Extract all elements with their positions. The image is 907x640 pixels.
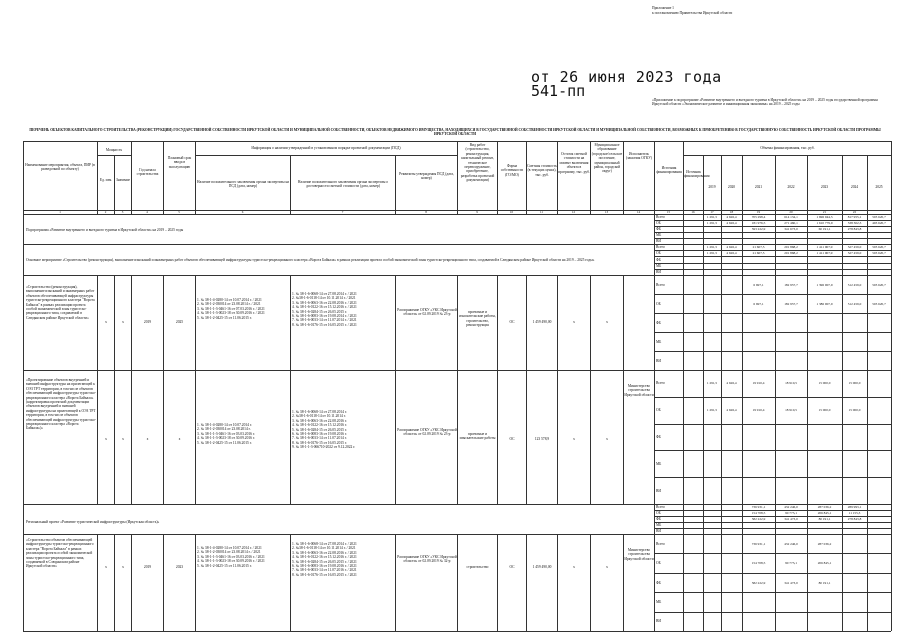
- column-number-13: 13: [604, 210, 609, 214]
- grid-vline: [290, 534, 291, 631]
- grid-hline: [654, 256, 891, 257]
- finance-value: 21 607,5: [752, 245, 765, 250]
- grid-hline: [654, 238, 891, 239]
- col-end-header: Плановый срок ввода в эксплуатацию: [167, 156, 192, 169]
- document-title: ПЕРЕЧЕНЬ ОБЪЕКТОВ КАПИТАЛЬНОГО СТРОИТЕЛЬСТВА (РЕКОНСТРУКЦИИ) ГОСУДАРСТВЕННОЙ СОБСТВЕННОСТИ ИРКУТСКОЙ ОБЛАСТИ И МУНИЦИПАЛЬНОЙ СОБСТВЕННОСТИ, ОБЪЕКТОВ НЕДВИЖИМОГО ИМУЩЕСТВА, НАХОДЯЩИХСЯ В ГОСУДАРСТВЕННОЙ СОБСТВЕННОСТИ ИРКУТСКОЙ ОБЛАСТИ И МУНИЦИПАЛЬНОЙ СОБСТВЕННОСТИ, ВОЗМОЖНЫХ К ПРИОБРЕТЕНИЮ В ГОСУДАРСТВЕННУЮ СОБСТВЕННОСТЬ ИРКУТСКОЙ ОБЛАСТИ ПРОГРАММЫ ИРКУТСКОЙ ОБЛАСТИ: [29, 128, 881, 137]
- row1-form: ОС: [509, 320, 515, 324]
- grid-vline: [654, 504, 655, 534]
- grid-hline: [654, 397, 891, 398]
- grid-vline: [721, 534, 722, 631]
- grid-vline: [721, 504, 722, 534]
- row2-approval: Распоряжение ОГКУ «УКС Иркутской области» от 02.09.2019 № 23-р: [397, 428, 457, 437]
- finance-value: 15 000,0: [848, 381, 861, 386]
- finance-value: 538 302,3: [847, 221, 862, 225]
- grid-hline: [654, 573, 891, 574]
- finance-value: 278 843,8: [847, 227, 862, 231]
- year-header-2019: 2019: [708, 185, 716, 189]
- finance-value: 503 620,7: [872, 282, 886, 287]
- col-work-header: Вид работ (строительство, реконструкция, капитальный ремонт, техническое перевооружение, приобретение, разработка проектной документации): [460, 143, 495, 183]
- grid-vline: [114, 275, 115, 370]
- source-label: ВИ: [656, 358, 661, 363]
- grid-hline: [654, 263, 891, 264]
- source-label: ОБ: [656, 561, 661, 566]
- row3-value: х: [122, 565, 124, 569]
- finance-value: 1 291,5: [706, 245, 718, 250]
- grid-hline: [654, 313, 891, 314]
- grid-vline: [703, 504, 704, 534]
- finance-value: 206 845,1: [817, 511, 832, 515]
- finance-value: 21 607,5: [752, 251, 765, 256]
- source-label: ВИ: [656, 269, 661, 274]
- row3-end: 2023: [175, 565, 184, 569]
- year-header-2022: 2022: [787, 185, 795, 189]
- grid-vline: [623, 534, 624, 631]
- finance-value: 736 931,1: [751, 505, 766, 509]
- source-label: Всего: [656, 381, 665, 386]
- finance-value: 18 910,5: [785, 381, 797, 386]
- grid-vline: [590, 534, 591, 631]
- grid-vline: [703, 534, 704, 631]
- finance-value: 4 626,4: [726, 381, 737, 386]
- column-number-12: 12: [571, 210, 576, 214]
- finance-value: 503 620,7: [872, 215, 886, 219]
- column-number-8: 8: [425, 210, 427, 214]
- grid-vline: [97, 370, 98, 504]
- finance-value: 432 246,0: [784, 541, 798, 546]
- finance-value: 432 246,0: [784, 505, 798, 509]
- finance-value: 271 460,1: [784, 221, 798, 225]
- column-number-14: 14: [636, 210, 641, 214]
- grid-vline: [395, 370, 396, 504]
- grid-vline: [683, 275, 684, 370]
- finance-value: 287 036,2: [817, 505, 832, 509]
- column-number-2: 2: [104, 210, 107, 214]
- finance-value: 4 626,4: [726, 408, 737, 413]
- grid-hline: [654, 477, 891, 478]
- source-label: ФБ: [656, 320, 661, 325]
- grid-hline: [654, 232, 891, 233]
- order-number: 541-пп: [531, 82, 586, 100]
- row1-name: «Строительство (реконструкция), выполнение изысканий и инженерных работ объектов обеспечивающей инфраструктуры туристско-рекреационного кластера "Ворота Байкала" в рамках реализации проекта особой экономической зоны туристско-рекреационного типа, создаваемой в Слюдянском районе Иркутской области»: [26, 285, 95, 320]
- finance-value: 341 473,0: [784, 517, 798, 521]
- grid-vline: [457, 534, 458, 631]
- grid-vline: [775, 275, 776, 370]
- grid-vline: [867, 275, 868, 370]
- row1-value: х: [122, 320, 124, 324]
- finance-value: 614 134,1: [784, 215, 798, 219]
- finance-value: 90 773,1: [785, 511, 797, 515]
- grid-vline: [590, 275, 591, 370]
- col-approval-header: Реквизиты утверждения ПСД (дата, номер): [399, 172, 454, 181]
- source-label: МБ: [656, 339, 662, 344]
- grid-vline: [457, 275, 458, 370]
- finance-value: 582 222,9: [751, 580, 766, 585]
- grid-vline: [497, 534, 498, 631]
- grid-vline: [842, 370, 843, 504]
- finance-value: 1 291,5: [706, 381, 718, 386]
- finance-value: 201 868,2: [784, 245, 798, 250]
- finance-value: 503 620,7: [872, 251, 886, 256]
- appendix-label: Приложение 1: [652, 6, 674, 10]
- row2-value: х: [122, 437, 124, 441]
- grid-vline: [721, 275, 722, 370]
- finance-value: 19 910,4: [752, 381, 765, 386]
- finance-value: 206 845,1: [817, 561, 832, 566]
- row2-start: х: [146, 437, 149, 441]
- finance-value: 1 411 907,9: [816, 251, 833, 256]
- finance-value: 1 291,5: [706, 408, 718, 413]
- grid-vline: [497, 370, 498, 504]
- grid-hline: [654, 294, 891, 295]
- col-exp1-header: Наличие положительного заключения органа экспертизы на ПСД (дата, номер): [197, 180, 289, 189]
- grid-vline: [654, 275, 655, 370]
- grid-vline: [290, 275, 291, 370]
- column-number-11: 11: [539, 210, 544, 214]
- column-number-10: 10: [509, 210, 514, 214]
- grid-vline: [683, 534, 684, 631]
- column-number-3: 3: [121, 210, 124, 214]
- grid-vline: [654, 534, 655, 631]
- grid-vline: [742, 275, 743, 370]
- finance-value: 80 191,1: [818, 517, 831, 521]
- col-capacity-header: Мощность: [105, 148, 123, 152]
- finance-value: 736 931,1: [751, 541, 766, 546]
- grid-vline: [867, 504, 868, 534]
- finance-value: 1 411 907,9: [816, 245, 833, 250]
- source-label: Всего: [656, 245, 665, 250]
- col-executor-header: Исполнитель (заказчик ОГКУ): [626, 152, 652, 161]
- row3-start: 2019: [143, 565, 152, 569]
- col-municipal-header: Муниципальное образование (городское/сельское поселение, муниципальный район, городской округ): [591, 143, 623, 174]
- source-label: ОБ: [656, 221, 661, 225]
- source-label: ОБ: [656, 251, 661, 256]
- finance-value: 4 626,4: [726, 245, 737, 250]
- finance-value: 80 191,1: [818, 580, 831, 585]
- grid-vline: [497, 275, 498, 370]
- column-number-18: 18: [729, 210, 734, 214]
- row1-approval: Распоряжение ОГКУ «УКС Иркутской области» от 02.09.2019 № 23-р: [397, 308, 457, 317]
- finance-value: 1 291,5: [706, 251, 718, 256]
- source-label: МБ: [656, 263, 662, 268]
- finance-value: 527 459,0: [847, 251, 862, 256]
- grid-vline: [163, 370, 164, 504]
- row3-form: ОС: [509, 565, 515, 569]
- row2-estimate-expertise: 1. № 38-1-6-0068-14 от 27.08.2014 г. 2. №38-1-6-0118-14 от 10.11.2014 г. 3. № 38-1-6-0063-16 от 22.08.2016 г. 4. № 38-1-6-0122-16 от 15.12.2016 г. 5. № 38-1-6-0284-15 от 26.05.2015 г. 6. № 38-1-6-0083-16 от 19.08.2016 г. 7. № 38-1-6-0033-14 от 11.07.2014 г. 8. № 38-1-6-0176-15 от 16.05.2015 г. 9. № 38-1-1-3-066710-2022 от 9.12.2022 г.: [292, 410, 356, 450]
- finance-value: 15 000,0: [818, 408, 831, 413]
- grid-vline: [557, 275, 558, 370]
- finance-value: 1 610 779,9: [816, 221, 833, 225]
- finance-value: 4 626,4: [726, 221, 737, 225]
- row2-expertise: 1. № 38-1-4-0280-14 от 10.07.2014 г. 2. № 38-1-2-030014 от 23.08.2014 г. 3. № 38-1-1-3-0461-16 от 03.03.2016 г. 4. № 38-1-1-3-0023-18 от 30.09.2016 г. 5. № 38-1-2-0425-15 от 11.06.2015 г.: [197, 423, 255, 445]
- finance-value: 201 868,2: [784, 251, 798, 256]
- column-number-7: 7: [341, 210, 344, 214]
- source-label: ВИ: [656, 488, 661, 493]
- col-value-header: Значение: [115, 178, 131, 182]
- grid-vline: [131, 275, 132, 370]
- grid-vline: [195, 370, 196, 504]
- finance-value: 705 298,4: [751, 215, 766, 219]
- grid-hline: [654, 612, 891, 613]
- finance-value: 4 626,4: [726, 251, 737, 256]
- grid-vline: [395, 275, 396, 370]
- source-label: ФБ: [656, 435, 661, 439]
- finance-value: 512 459,0: [847, 282, 862, 287]
- row1-end: 2025: [175, 320, 184, 324]
- grid-vline: [703, 370, 704, 504]
- grid-vline: [557, 370, 558, 504]
- year-header-2025: 2025: [875, 185, 883, 189]
- row3-remainder: х: [573, 565, 575, 569]
- finance-value: 527 459,0: [847, 245, 862, 250]
- grid-vline: [163, 275, 164, 370]
- finance-value: 182 957,7: [784, 301, 798, 306]
- order-date: от 26 июня 2023 года: [531, 68, 722, 86]
- col-unit-header: Ед. изм.: [99, 178, 113, 182]
- source-label: МБ: [656, 461, 662, 466]
- row3-approval: Распоряжение ОГКУ «УКС Иркутской области» от 02.09.2019 № 32-р: [397, 555, 457, 564]
- grid-hline: [654, 592, 891, 593]
- finance-value: 289 993,1: [847, 505, 862, 509]
- finance-value: 15 000,0: [848, 408, 861, 413]
- grid-vline: [683, 244, 684, 275]
- col-source-header: Источник финансирования: [656, 166, 682, 175]
- col-remainder-header: Остаток сметной стоимости на момент включения объекта в программу, тыс. руб.: [558, 152, 590, 174]
- grid-vline: [395, 534, 396, 631]
- year-header-2024: 2024: [850, 185, 859, 189]
- source-label: ОБ: [656, 408, 661, 413]
- grid-vline: [683, 504, 684, 534]
- finance-value: 19 910,4: [752, 408, 765, 413]
- col-finance-header: Объемы финансирования, тыс. руб.: [760, 146, 815, 150]
- finance-value: 817 955,1: [847, 215, 862, 219]
- row3-executor: Министерство строительства Иркутской области: [624, 548, 654, 561]
- year-header-2023: 2023: [820, 185, 829, 189]
- grid-hline: [654, 450, 891, 451]
- finance-value: 11 155,3: [848, 511, 861, 515]
- finance-value: 6 697,1: [753, 301, 764, 306]
- row3-expertise: 1. № 38-1-4-0280-14 от 10.07.2014 г. / 2021 2. № 38-1-2-030014 от 23.08.2014 г. / 2021 3. № 38-1-1-3-0461-16 от 03.03.2016 г. / 2021 4. № 38-1-1-3-0023-18 от 30.09.2016 г. / 2021 5. № 38-1-2-0425-15 от 11.06.2015 г.: [197, 546, 265, 568]
- grid-vline: [97, 534, 98, 631]
- finance-value: 493 620,7: [872, 221, 886, 225]
- grid-vline: [195, 275, 196, 370]
- row3-cost: 1 459 490,00: [532, 565, 552, 569]
- source-label: Всего: [656, 215, 665, 219]
- finance-value: 1 696 944,5: [816, 215, 833, 219]
- column-number-1: 1: [59, 210, 61, 214]
- column-number-15: 15: [666, 210, 671, 214]
- source-label: ОБ: [656, 301, 661, 306]
- grid-vline: [867, 370, 868, 504]
- grid-vline: [683, 214, 684, 244]
- source-label: Всего: [656, 282, 665, 287]
- row1-remainder: х: [573, 320, 575, 324]
- grid-vline: [807, 275, 808, 370]
- row2-municipal: х: [606, 437, 608, 441]
- row3-work: строительство: [466, 565, 489, 569]
- source-label: МБ: [656, 233, 662, 237]
- column-number-9: 9: [476, 210, 478, 214]
- grid-vline: [290, 370, 291, 504]
- column-number-16: 16: [691, 210, 695, 214]
- finance-value: 154 708,5: [751, 561, 766, 566]
- appendix-sub: к постановлению Правительства Иркутской области: [652, 11, 733, 15]
- event-title: Основное мероприятие «Строительство (реконструкция), выполнение изысканий и инженерных работ объектов обеспечивающей инфраструктуры туристско-рекреационного кластера «Ворота Байкала» в рамках реализации проекта особой экономической зоны туристско-рекреационного типа, создаваемой в Слюдянском районе Иркутской области на 2019 – 2025 годы»: [26, 258, 595, 262]
- source-label: ВИ: [656, 529, 661, 533]
- col-name-header: Наименование мероприятия, объекта, ПИР (в разведочной по объекту): [25, 163, 95, 172]
- finance-value: 582 222,9: [751, 517, 766, 521]
- finance-value: 287 036,2: [817, 541, 832, 546]
- finance-value: 503 620,7: [872, 245, 886, 250]
- grid-hline: [654, 269, 891, 270]
- finance-value: 1 386 907,9: [816, 301, 833, 306]
- grid-vline: [526, 534, 527, 631]
- source-col-header: Источник финансирования: [684, 170, 710, 179]
- grid-hline: [654, 522, 891, 523]
- finance-value: 593 222,9: [751, 227, 766, 231]
- column-number-22: 22: [852, 210, 857, 214]
- grid-vline: [457, 370, 458, 504]
- column-number-17: 17: [710, 210, 714, 214]
- column-number-4: 4: [146, 210, 148, 214]
- source-label: ВИ: [656, 619, 661, 624]
- row3-name: «Строительство объектов обеспечивающей инфраструктуры туристско-рекреационного кластера "Ворота Байкала" в рамках реализации проекта особой экономической зоны туристско-рекреационного типа, создаваемой в Слюдянском районе Иркутской области»: [26, 538, 94, 569]
- col-form-header: Форма собственности (ГО/МО): [500, 164, 524, 177]
- source-label: Всего: [656, 541, 665, 546]
- row3-municipal: х: [606, 565, 608, 569]
- grid-vline: [807, 370, 808, 504]
- row1-expertise: 1. № 38-1-4-0280-14 от 10.07.2014 г. / 2021 2. № 38-1-2-030014 от 23.08.2014 г. / 2021 3. № 38-1-1-3-0461-16 от 07.03.2016 г. / 2021 4. № 38-1-1-3-0023-18 от 30.09.2016 г. / 2021 5. № 38-1-2-0425-15 от 11.06.2015 г.: [197, 298, 265, 320]
- column-number-6: 6: [241, 210, 244, 214]
- grid-vline: [703, 275, 704, 370]
- finance-value: 503 620,7: [872, 301, 886, 306]
- row2-unit: х: [105, 437, 107, 441]
- finance-value: 6 697,1: [753, 282, 764, 287]
- grid-vline: [654, 214, 655, 244]
- column-number-5: 5: [178, 210, 180, 214]
- col-cost-header: Сметная стоимость (в текущих ценах), тыс. руб.: [527, 164, 557, 177]
- regional-project-title: Региональный проект «Развитие туристической инфраструктуры (Иркутская область)»: [26, 520, 160, 524]
- grid-vline: [867, 534, 868, 631]
- finance-value: 90 773,1: [785, 561, 797, 566]
- row1-municipal: х: [606, 320, 608, 324]
- finance-value: 341 473,0: [784, 580, 798, 585]
- finance-value: 181 976,5: [751, 221, 766, 225]
- row1-work: проектные и изыскательские работы, строительство, реконструкция: [459, 310, 496, 328]
- row3-unit: х: [105, 565, 107, 569]
- grid-vline: [557, 534, 558, 631]
- grid-vline: [131, 534, 132, 631]
- finance-value: 182 957,7: [784, 282, 798, 287]
- grid-vline: [683, 370, 684, 504]
- grid-hline: [654, 553, 891, 554]
- finance-value: 1 291,5: [706, 215, 718, 219]
- row2-executor: Министерство строительства Иркутской области: [624, 384, 654, 397]
- source-label: МБ: [656, 599, 662, 604]
- grid-vline: [590, 370, 591, 504]
- row1-cost: 1 459 490,00: [532, 320, 552, 324]
- column-number-19: 19: [756, 210, 761, 214]
- grid-vline: [842, 534, 843, 631]
- grid-hline: [654, 424, 891, 425]
- finance-value: 1 291,5: [706, 221, 718, 225]
- row3-estimate-expertise: 1. № 38-1-6-0068-14 от 27.08.2014 г. / 2021 2. №38-1-6-0118-14 от 10.11.2014 г. / 2021 3. № 38-1-6-0063-16 от 22.08.2016 г. / 2021 4. № 38-1-6-0122-16 от 15.12.2016 г. / 2021 5. № 38-1-6-0284-15 от 26.05.2015 г. / 2021 6. № 38-1-6-0083-16 от 19.08.2016 г. / 2021 7. № 38-1-6-0033-14 от 11.07.2016 г. / 2021 8. № 38-1-6-0176-15 от 16.05.2015 г. / 2021: [292, 542, 357, 577]
- grid-vline: [742, 370, 743, 504]
- row1-estimate-expertise: 1. № 38-1-6-0068-14 от 27.08.2014 г. / 2021 2. №38-1-6-0118-14 от 10.11.2014 г. / 2021 3. № 38-1-6-0063-16 от 22.08.2016 г. / 2021 4. № 38-1-6-0122-16 от 15.12.2016 г. / 2021 5. № 38-1-6-0284-15 от 26.05.2015 г. 6. № 38-1-6-0083-16 от 19.08.2014 г. / 2021 7. № 38-1-6-0033-14 от 11.07.2014 г. / 2021 8. № 38-1-6-0176-15 от 16.05.2015 г. / 2021: [292, 292, 357, 327]
- row2-form: ОС: [509, 437, 515, 441]
- source-label: ФБ: [656, 227, 661, 231]
- source-label: Всего: [656, 505, 665, 509]
- grid-vline: [131, 370, 132, 504]
- finance-value: 341 673,0: [784, 227, 798, 231]
- finance-value: 15 000,0: [818, 381, 831, 386]
- row2-name: «Проектирование объектов внутренней и внешней инфраструктуры на прилегающей к ОЭЗ ТРТ территории, в том числе объектов обеспечивающей инфраструктуры туристско-рекреационного кластера «Ворота Байкала» (корректировка проектной документации объектов внутренней и внешней инфраструктуры на прилегающей к ОЭЗ ТРТ территории, в том числе объектов обеспечивающей инфраструктуры туристско-рекреационного кластера «Ворота Байкала»)»: [26, 378, 96, 431]
- grid-vline: [114, 370, 115, 504]
- source-label: МБ: [656, 523, 662, 527]
- finance-value: 154 708,5: [751, 511, 766, 515]
- source-label: ВИ: [656, 239, 661, 243]
- finance-value: 18 910,5: [785, 408, 797, 413]
- row2-end: х: [178, 437, 181, 441]
- grid-hline: [654, 528, 891, 529]
- source-label: ФБ: [656, 517, 661, 521]
- grid-vline: [195, 534, 196, 631]
- year-header-2020: 2020: [727, 185, 736, 189]
- grid-vline: [163, 534, 164, 631]
- year-header-2021: 2021: [754, 185, 763, 189]
- row2-work: проектные и изыскательские работы: [459, 432, 496, 441]
- grid-vline: [97, 275, 98, 370]
- row2-cost: 123 578,9: [534, 437, 550, 441]
- finance-value: 512 459,0: [847, 301, 862, 306]
- grid-vline: [775, 370, 776, 504]
- grid-vline: [654, 244, 655, 275]
- grid-hline: [654, 351, 891, 352]
- row2-remainder: х: [573, 437, 575, 441]
- source-label: ОБ: [656, 511, 661, 515]
- grid-vline: [721, 370, 722, 504]
- finance-value: 60 191,1: [818, 227, 831, 231]
- column-number-21: 21: [822, 210, 827, 214]
- column-number-20: 20: [789, 210, 793, 214]
- grid-hline: [654, 332, 891, 333]
- col-start-header: Год начала строительства: [136, 168, 159, 177]
- grid-vline: [526, 370, 527, 504]
- col-psd-header: Информация о наличии утвержденной в установленном порядке проектной документации (ПСД): [251, 146, 401, 150]
- finance-value: 4 626,4: [726, 215, 737, 219]
- grid-vline: [623, 275, 624, 370]
- col-exp2-header: Наличие положительного заключения органа экспертизы о достоверности сметной стоимости (дата, номер): [297, 180, 389, 189]
- appendix-right-block: «Приложение к подпрограмме «Развитие внутреннего и въездного туризма в Иркутской области» на 2019 – 2025 годы государственной программы Иркутской области «Экономическое развитие и инновационная экономика» на 2019 – 2025 годы: [652, 98, 878, 107]
- grid-vline: [842, 275, 843, 370]
- row1-unit: х: [105, 320, 107, 324]
- row1-start: 2019: [143, 320, 152, 324]
- source-label: ФБ: [656, 257, 661, 262]
- program-title: Подпрограмма «Развитие внутреннего и въездного туризма в Иркутской области» на 2019 – 2025 годы: [26, 228, 184, 232]
- finance-value: 278 843,8: [847, 517, 862, 521]
- grid-vline: [654, 370, 655, 504]
- finance-value: 1 396 907,9: [816, 282, 833, 287]
- grid-vline: [114, 534, 115, 631]
- source-label: ФБ: [656, 580, 661, 585]
- grid-vline: [623, 370, 624, 504]
- grid-vline: [526, 275, 527, 370]
